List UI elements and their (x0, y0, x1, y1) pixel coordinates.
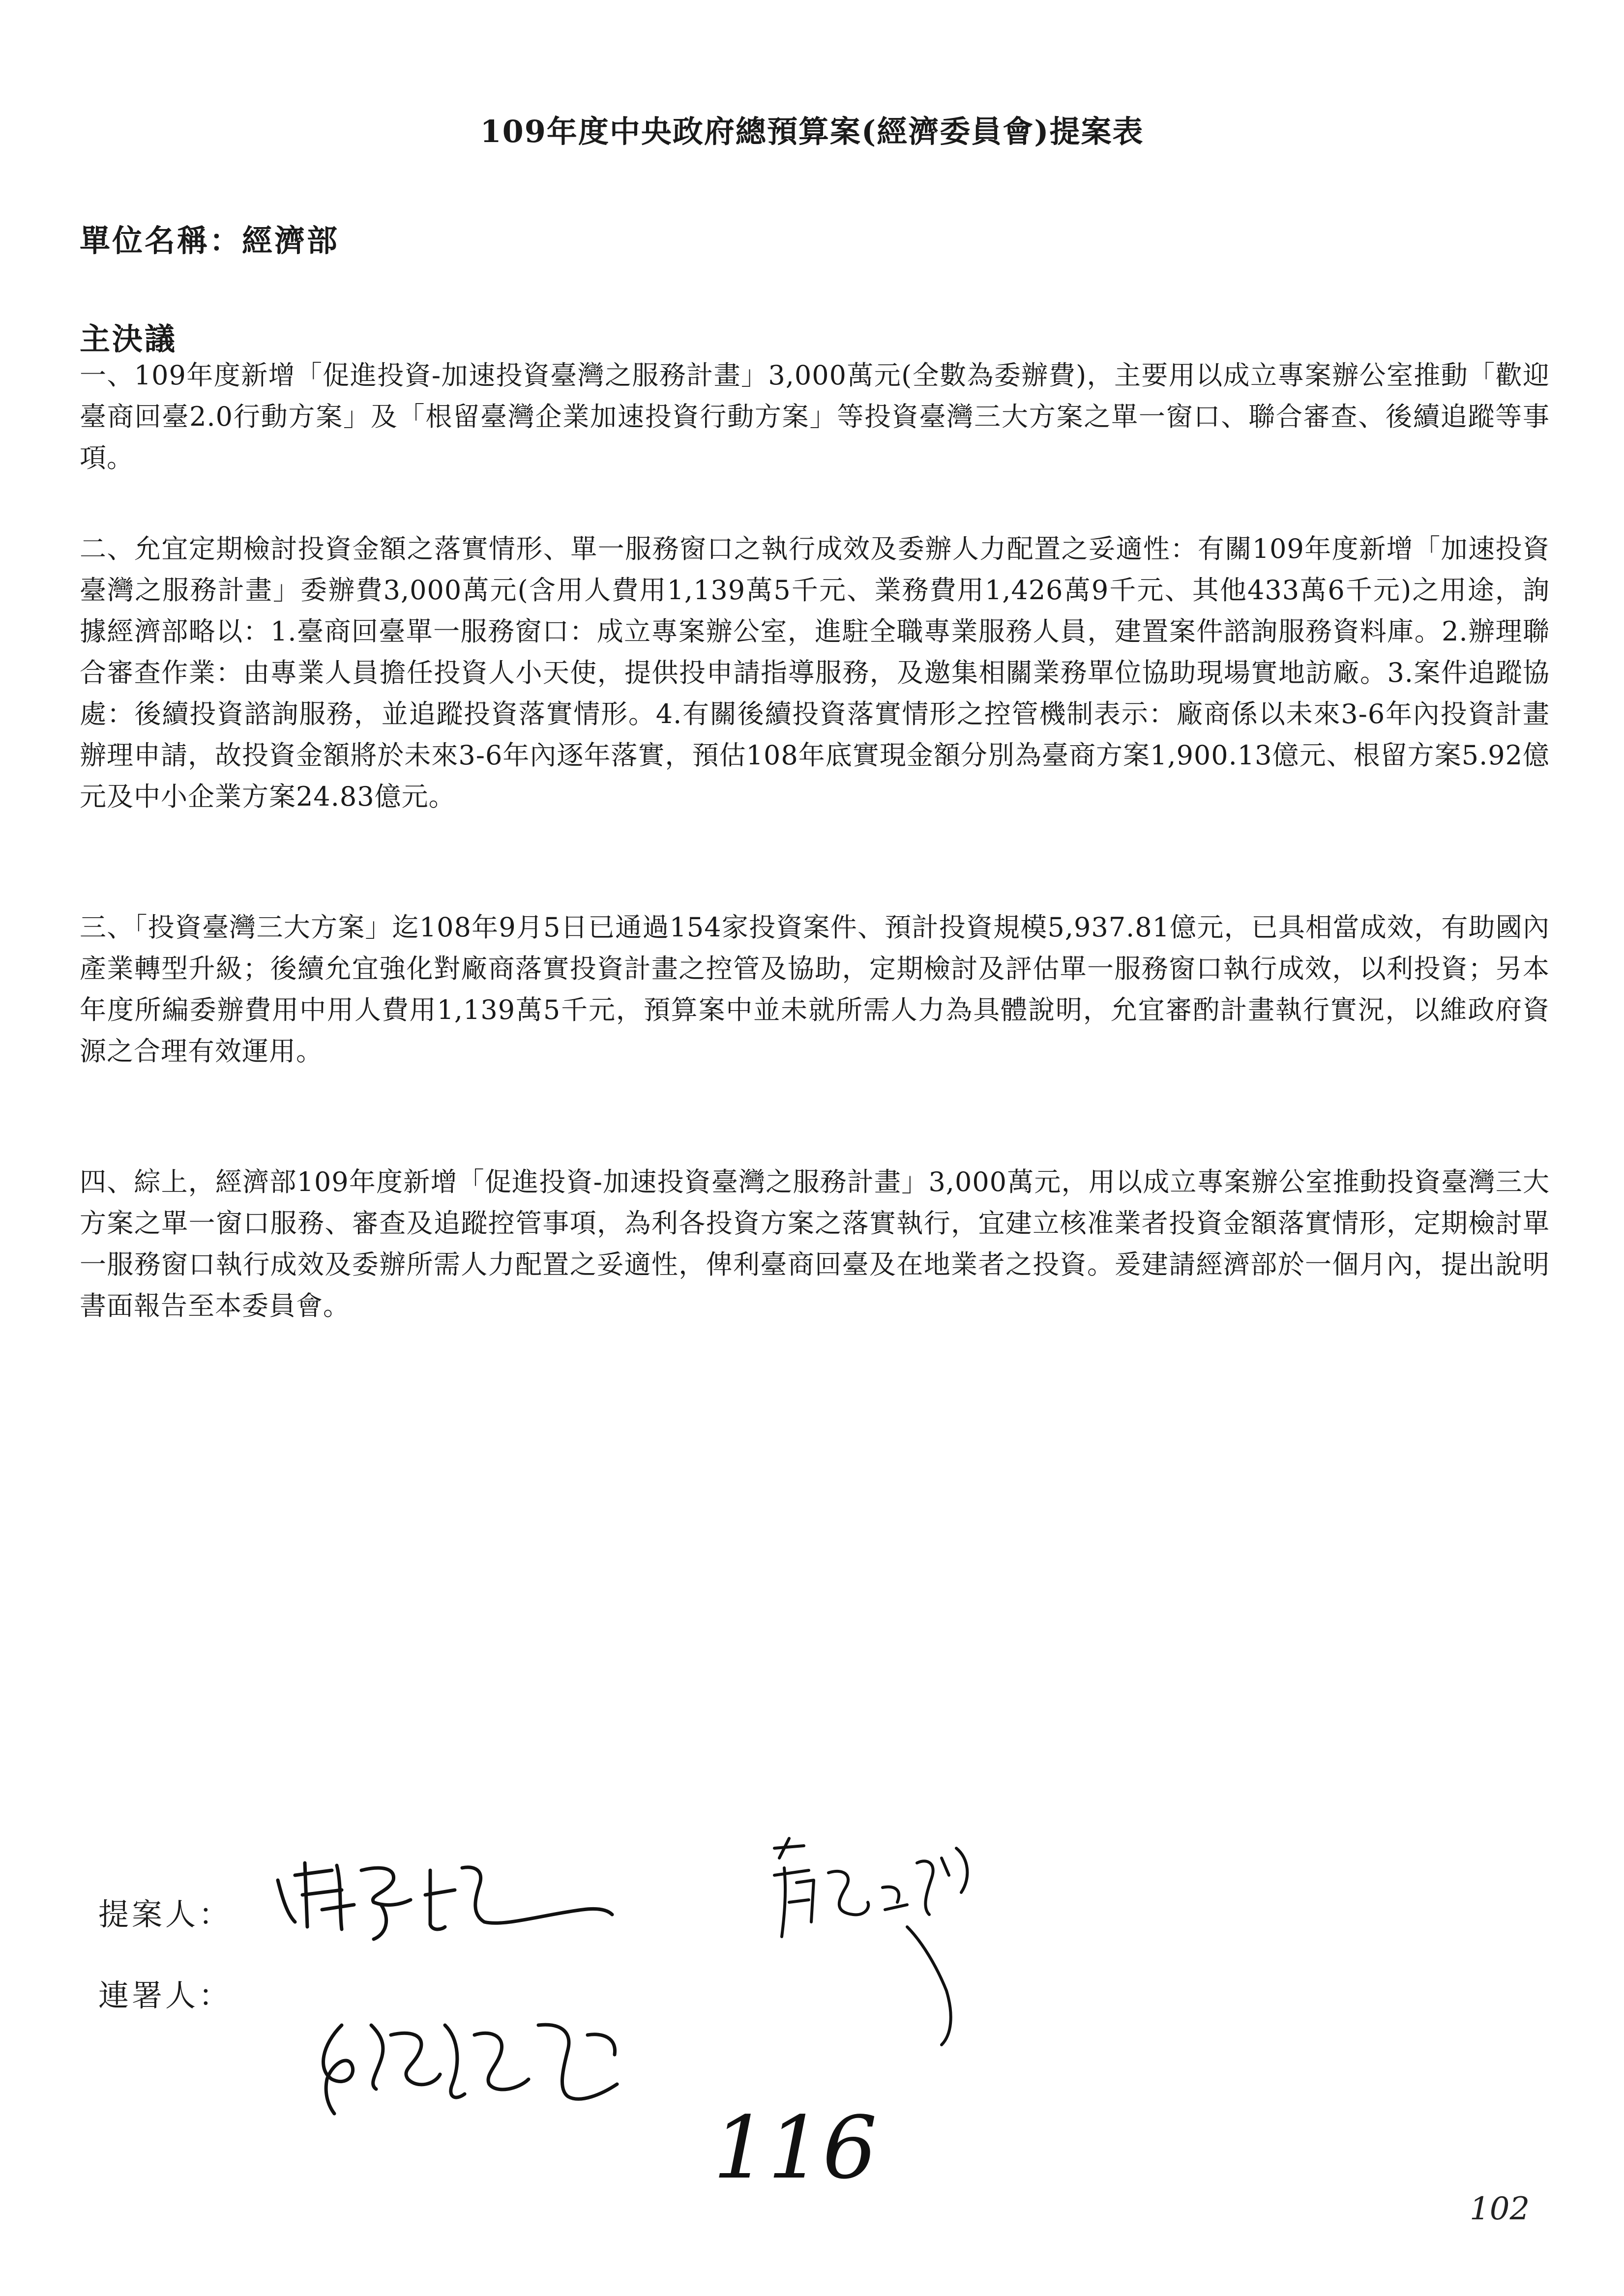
svg-text:116: 116 (713, 2099, 878, 2197)
cosigner-signature-2 (760, 1829, 1035, 2074)
document-title: 109年度中央政府總預算案(經濟委員會)提案表 (480, 114, 1144, 149)
svg-text:102: 102 (1470, 2191, 1530, 2227)
unit-name: 單位名稱：經濟部 (80, 223, 340, 259)
resolution-paragraph-1: 一、109年度新增「促進投資-加速投資臺灣之服務計畫」3,000萬元(全數為委辦費)，主要用以成立專案辦公室推動「歡迎臺商回臺2.0行動方案」及「根留臺灣企業加速投資行動方案」等投資臺灣三大方案之單一窗口、聯合審查、後續追蹤等事項。 (80, 360, 1550, 473)
handwritten-page-number (708, 2099, 895, 2197)
section-heading: 主決議 (80, 321, 177, 357)
cosigner-label: 連署人： (98, 1977, 233, 2013)
resolution-paragraph-2: 二、允宜定期檢討投資金額之落實情形、單一服務窗口之執行成效及委辦人力配置之妥適性：有關109年度新增「加速投資臺灣之服務計畫」委辦費3,000萬元(含用人費用1,139萬5千元、業務費用1,426萬9千元、其他433萬6千元)之用途，詢據經濟部略以：1.臺商回臺單一服務窗口：成立專案辦公室，進駐全職專業服務人員，建置案件諮詢服務資料庫。2.辦理聯合審查作業：由專業人員擔任投資人小天使，提供投申請指導服務，及邀集相關業務單位協助現場實地訪廠。3.案件追蹤協處：後續投資諮詢服務，並追蹤投資落實情形。4.有關後續投資落實情形之控管機制表示：廠商係以未來3-6年內投資計畫辦理申請，故投資金額將於未來3-6年內逐年落實，預估108年底實現金額分別為臺商方案1,900.13億元、根留方案5.92億元及中小企業方案24.83億元。 (80, 533, 1550, 812)
handwritten-folio (1468, 2185, 1551, 2229)
proposer-label: 提案人： (98, 1896, 233, 1932)
cosigner-signature-1 (312, 2005, 656, 2133)
resolution-paragraph-4: 四、綜上，經濟部109年度新增「促進投資-加速投資臺灣之服務計畫」3,000萬元，用以成立專案辦公室推動投資臺灣三大方案之單一窗口服務、審查及追蹤控管事項，為利各投資方案之落實執行，宜建立核准業者投資金額落實情形，定期檢討單一服務窗口執行成效及委辦所需人力配置之妥適性，俾利臺商回臺及在地業者之投資。爰建請經濟部於一個月內，提出說明書面報告至本委員會。 (80, 1166, 1550, 1321)
proposer-signature (268, 1841, 622, 1959)
resolution-paragraph-3: 三、「投資臺灣三大方案」迄108年9月5日已通過154家投資案件、預計投資規模5,937.81億元，已具相當成效，有助國內產業轉型升級；後續允宜強化對廠商落實投資計畫之控管及協助，定期檢討及評估單一服務窗口執行成效，以利投資；另本年度所編委辦費用中用人費用1,139萬5千元，預算案中並未就所需人力為具體說明，允宜審酌計畫執行實況，以維政府資源之合理有效運用。 (80, 912, 1550, 1067)
